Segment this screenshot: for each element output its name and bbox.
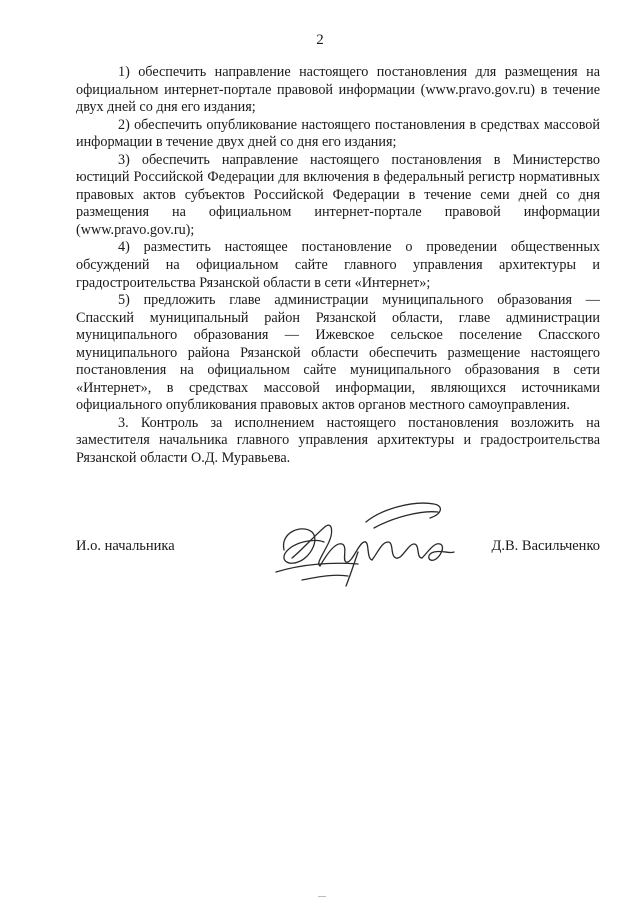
paragraph-item-4: 4) разместить настоящее постановление о проведении общественных обсуждений на официальном сайте главного управления архитектуры и градостроительства Рязанской области в сети «Интернет»; (76, 239, 600, 291)
paragraph-control-clause: 3. Контроль за исполнением настоящего постановления возложить на заместителя начальника главного управления архитектуры и градостроительства Рязанской области О.Д. Муравьева. (76, 414, 600, 467)
paragraph-item-1: 1) обеспечить направление настоящего постановления для размещения на официальном интернет-портале правовой информации (www.pravo.gov.ru) в течение двух дней со дня его издания; (76, 64, 600, 116)
scan-artifact (318, 896, 326, 901)
page-number: 2 (316, 32, 324, 48)
paragraph-item-2: 2) обеспечить опубликование настоящего постановления в средствах массовой информации в течение двух дней со дня его издания; (76, 116, 600, 151)
signatory-position: И.о. начальника (76, 538, 175, 554)
handwritten-signature (262, 492, 462, 592)
document-body (76, 64, 600, 468)
paragraph-item-5: 5) предложить главе администрации муниципального образования — Спасский муниципальный район Рязанской области, главе администрации муниципального образования — Ижевское сельское поселение Спасского муниципального района Рязанской области обеспечить размещение настоящего постановления на официальном сайте муниципального образования в сети «Интернет», в средствах массовой информации, являющихся источниками официального опубликования правовых актов органов местного самоуправления. (76, 292, 600, 414)
signatory-name: Д.В. Васильченко (491, 538, 600, 554)
paragraph-item-3: 3) обеспечить направление настоящего постановления в Министерство юстиций Российской Федерации для включения в федеральный регистр нормативных правовых актов субъектов Российской Федерации в течение семи дней со дня размещения на официальном интернет-портале правовой информации (www.pravo.gov.ru); (76, 151, 600, 238)
